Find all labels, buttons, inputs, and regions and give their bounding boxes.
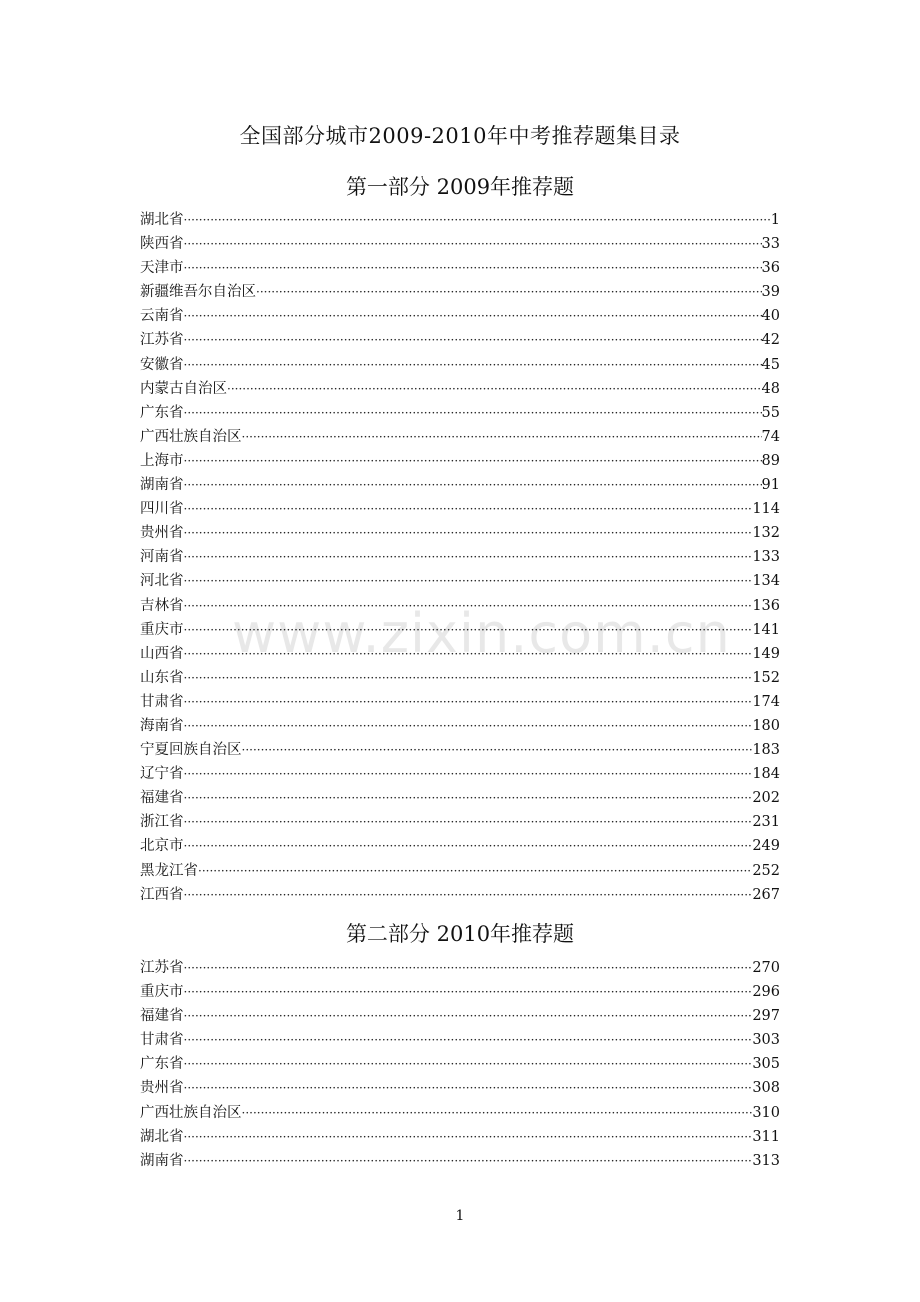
- toc-leader-dots: [184, 401, 762, 425]
- toc-entry-page: 36: [761, 260, 780, 277]
- toc-entry-name: 辽宁省: [140, 766, 184, 783]
- toc-leader-dots: [184, 232, 762, 256]
- toc-entry-name: 甘肃省: [140, 693, 184, 710]
- toc-entry-page: 132: [752, 525, 780, 542]
- toc-leader-dots: [184, 618, 753, 642]
- toc-entry: [140, 956, 780, 980]
- toc-leader-dots: [242, 738, 753, 762]
- toc-entry-page: 133: [752, 549, 780, 566]
- toc-entry: [140, 786, 780, 810]
- toc-entry-page: 136: [752, 597, 780, 614]
- toc-entry: [140, 521, 780, 545]
- toc-leader-dots: [184, 594, 753, 618]
- toc-entry-name: 浙江省: [140, 814, 184, 831]
- toc-entry-name: 贵州省: [140, 1080, 184, 1097]
- part-1-title: 第一部分 2009年推荐题: [345, 175, 575, 199]
- part-2-title: 第二部分 2010年推荐题: [345, 922, 575, 946]
- toc-entry: [140, 449, 780, 473]
- toc-entry: [140, 304, 780, 328]
- toc-entry: [140, 353, 780, 377]
- toc-entry: [140, 377, 780, 401]
- toc-entry-name: 广东省: [140, 404, 184, 421]
- toc-leader-dots: [184, 521, 753, 545]
- toc-leader-dots: [184, 1125, 753, 1149]
- toc-entry: [140, 618, 780, 642]
- toc-part-2: [140, 956, 780, 1173]
- toc-leader-dots: [184, 690, 753, 714]
- toc-entry-name: 重庆市: [140, 984, 184, 1001]
- toc-entry-name: 河北省: [140, 573, 184, 590]
- toc-entry: [140, 1101, 780, 1125]
- toc-entry: [140, 425, 780, 449]
- toc-entry-page: 45: [761, 356, 780, 373]
- toc-entry: [140, 594, 780, 618]
- toc-leader-dots: [184, 642, 753, 666]
- toc-entry-page: 141: [752, 621, 780, 638]
- toc-entry-page: 231: [752, 814, 780, 831]
- toc-entry-page: 40: [761, 308, 780, 325]
- toc-entry-page: 249: [752, 838, 780, 855]
- toc-entry-name: 湖北省: [140, 1128, 184, 1145]
- toc-entry-page: 174: [752, 693, 780, 710]
- toc-leader-dots: [184, 473, 762, 497]
- toc-entry: [140, 714, 780, 738]
- toc-entry: [140, 497, 780, 521]
- toc-leader-dots: [184, 786, 753, 810]
- toc-leader-dots: [184, 980, 753, 1004]
- toc-leader-dots: [184, 1076, 753, 1100]
- toc-entry-name: 云南省: [140, 308, 184, 325]
- toc-leader-dots: [184, 883, 753, 907]
- toc-entry-page: 202: [752, 790, 780, 807]
- toc-leader-dots: [184, 328, 762, 352]
- toc-entry-page: 149: [752, 645, 780, 662]
- toc-entry: [140, 545, 780, 569]
- toc-entry: [140, 401, 780, 425]
- watermark: www.zixin.com.cn: [232, 602, 731, 665]
- toc-entry-page: 134: [752, 573, 780, 590]
- toc-entry: [140, 690, 780, 714]
- toc-entry-name: 江苏省: [140, 332, 184, 349]
- toc-entry-name: 安徽省: [140, 356, 184, 373]
- toc-entry-name: 重庆市: [140, 621, 184, 638]
- toc-entry-name: 广东省: [140, 1056, 184, 1073]
- toc-leader-dots: [184, 810, 753, 834]
- toc-entry: [140, 1004, 780, 1028]
- toc-leader-dots: [256, 280, 762, 304]
- toc-entry-page: 91: [761, 477, 780, 494]
- toc-entry-page: 305: [752, 1056, 780, 1073]
- toc-leader-dots: [184, 1052, 753, 1076]
- toc-entry-name: 福建省: [140, 790, 184, 807]
- toc-entry: [140, 208, 780, 232]
- toc-entry-name: 甘肃省: [140, 1032, 184, 1049]
- toc-entry-name: 吉林省: [140, 597, 184, 614]
- toc-entry-name: 上海市: [140, 452, 184, 469]
- toc-entry-page: 308: [752, 1080, 780, 1097]
- toc-entry: [140, 859, 780, 883]
- toc-leader-dots: [184, 569, 753, 593]
- toc-entry-name: 宁夏回族自治区: [140, 742, 242, 759]
- toc-entry-page: 39: [761, 284, 780, 301]
- toc-leader-dots: [184, 666, 753, 690]
- toc-entry: [140, 834, 780, 858]
- toc-entry-name: 山东省: [140, 669, 184, 686]
- toc-entry: [140, 473, 780, 497]
- toc-entry-name: 江苏省: [140, 960, 184, 976]
- toc-entry-name: 山西省: [140, 645, 184, 662]
- toc-entry-name: 广西壮族自治区: [140, 1104, 242, 1121]
- toc-entry: [140, 883, 780, 907]
- toc-entry: [140, 256, 780, 280]
- toc-entry-page: 183: [752, 742, 780, 759]
- toc-leader-dots: [184, 304, 762, 328]
- toc-entry-page: 180: [752, 717, 780, 734]
- toc-entry: [140, 232, 780, 256]
- toc-entry-name: 黑龙江省: [140, 862, 198, 879]
- document-title: 全国部分城市2009-2010年中考推荐题集目录: [239, 124, 681, 148]
- toc-entry: [140, 1125, 780, 1149]
- toc-entry-page: 311: [752, 1128, 780, 1145]
- toc-entry-name: 新疆维吾尔自治区: [140, 284, 256, 301]
- toc-entry-name: 北京市: [140, 838, 184, 855]
- toc-part-1: [140, 208, 780, 907]
- toc-leader-dots: [184, 449, 762, 473]
- toc-entry-name: 湖南省: [140, 477, 184, 494]
- toc-leader-dots: [184, 208, 771, 232]
- toc-entry-page: 1: [770, 212, 780, 228]
- toc-leader-dots: [184, 545, 753, 569]
- toc-entry: [140, 569, 780, 593]
- toc-entry: [140, 810, 780, 834]
- toc-leader-dots: [227, 377, 762, 401]
- toc-entry: [140, 642, 780, 666]
- toc-entry-page: 48: [761, 380, 780, 397]
- toc-leader-dots: [184, 956, 753, 980]
- toc-entry-page: 303: [752, 1032, 780, 1049]
- toc-entry-page: 184: [752, 766, 780, 783]
- toc-entry-name: 内蒙古自治区: [140, 380, 227, 397]
- toc-entry-name: 湖北省: [140, 212, 184, 228]
- toc-leader-dots: [184, 1028, 753, 1052]
- toc-entry: [140, 1149, 780, 1173]
- toc-entry-page: 89: [761, 452, 780, 469]
- toc-entry-name: 广西壮族自治区: [140, 428, 242, 445]
- toc-entry-page: 270: [752, 960, 780, 976]
- toc-entry-page: 55: [761, 404, 780, 421]
- toc-leader-dots: [184, 497, 753, 521]
- toc-entry-name: 江西省: [140, 886, 184, 903]
- toc-entry: [140, 738, 780, 762]
- toc-leader-dots: [184, 1004, 753, 1028]
- toc-entry-page: 296: [752, 984, 780, 1001]
- toc-entry-name: 天津市: [140, 260, 184, 277]
- toc-leader-dots: [242, 425, 762, 449]
- toc-entry-page: 114: [752, 501, 780, 518]
- toc-leader-dots: [242, 1101, 753, 1125]
- toc-entry-page: 313: [752, 1152, 780, 1169]
- toc-entry: [140, 762, 780, 786]
- toc-entry: [140, 1052, 780, 1076]
- toc-entry: [140, 666, 780, 690]
- toc-entry: [140, 328, 780, 352]
- toc-leader-dots: [184, 834, 753, 858]
- toc-leader-dots: [198, 859, 752, 883]
- toc-entry-page: 297: [752, 1008, 780, 1025]
- toc-leader-dots: [184, 256, 762, 280]
- toc-entry: [140, 1076, 780, 1100]
- toc-leader-dots: [184, 714, 753, 738]
- toc-leader-dots: [184, 762, 753, 786]
- toc-entry-page: 267: [752, 886, 780, 903]
- toc-entry-page: 42: [761, 332, 780, 349]
- toc-entry: [140, 1028, 780, 1052]
- toc-entry-name: 贵州省: [140, 525, 184, 542]
- toc-entry-name: 湖南省: [140, 1152, 184, 1169]
- toc-leader-dots: [184, 1149, 753, 1173]
- toc-entry-page: 252: [752, 862, 780, 879]
- toc-entry: [140, 980, 780, 1004]
- toc-entry-name: 海南省: [140, 717, 184, 734]
- toc-entry-page: 310: [752, 1104, 780, 1121]
- toc-entry-name: 陕西省: [140, 236, 184, 253]
- toc-entry-name: 四川省: [140, 501, 184, 518]
- toc-entry-page: 74: [761, 428, 780, 445]
- toc-entry-name: 河南省: [140, 549, 184, 566]
- toc-entry-name: 福建省: [140, 1008, 184, 1025]
- page-number: 1: [455, 1208, 465, 1224]
- toc-entry-page: 33: [761, 236, 780, 253]
- toc-entry: [140, 280, 780, 304]
- toc-entry-page: 152: [752, 669, 780, 686]
- toc-leader-dots: [184, 353, 762, 377]
